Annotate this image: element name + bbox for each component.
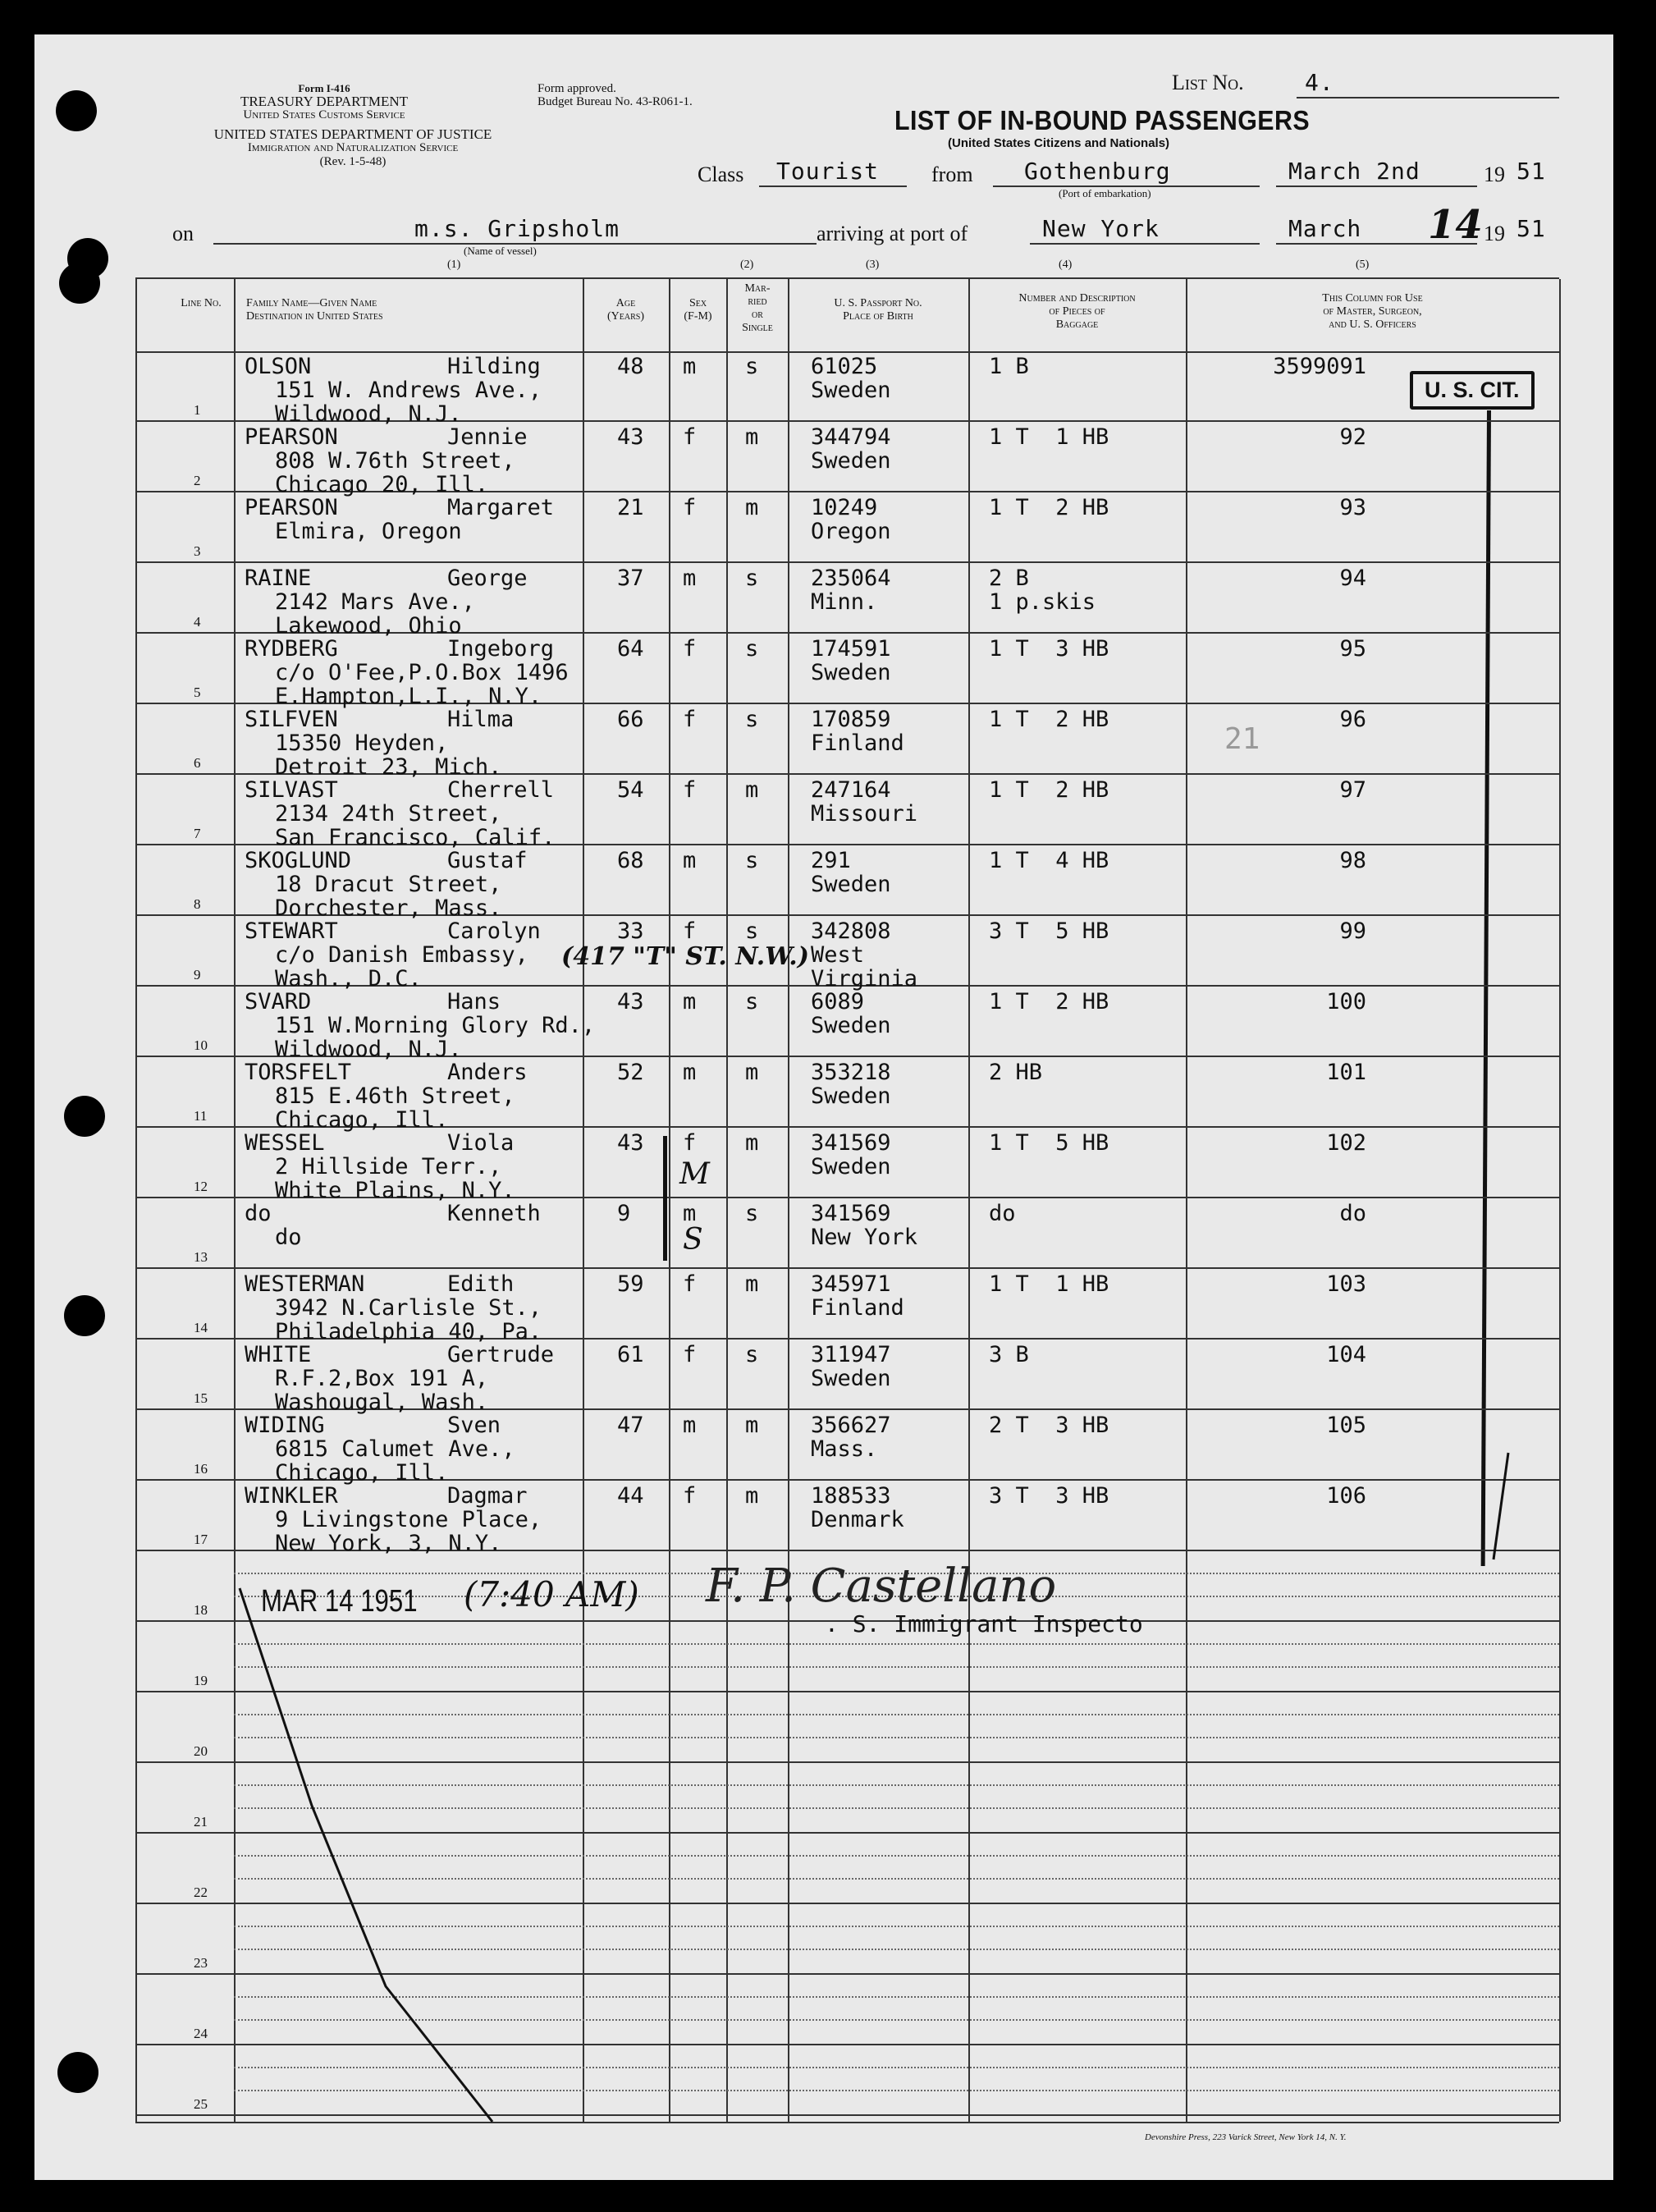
address-line-2: Wildwood, N.J. <box>275 1037 462 1062</box>
place-of-birth: Finland <box>811 1295 904 1321</box>
from-label: from <box>931 163 973 186</box>
treasury-dept: TREASURY DEPARTMENT <box>240 94 409 109</box>
officer-number: 100 <box>1326 989 1366 1014</box>
col-number: (3) <box>866 259 880 271</box>
address-line-1: 18 Dracut Street, <box>275 872 502 897</box>
passport-number: 344794 <box>811 424 891 450</box>
col-header-name: Family Name—Given Name Destination in United States <box>246 297 383 323</box>
baggage-line-1: 2 HB <box>989 1060 1043 1085</box>
passport-number: 356627 <box>811 1413 891 1438</box>
passport-number: 188533 <box>811 1483 891 1509</box>
address-line-1: 6815 Calumet Ave., <box>275 1436 515 1462</box>
address-line-2: Chicago, Ill. <box>275 1107 449 1133</box>
sex: m <box>683 989 697 1014</box>
place-of-birth: New York <box>811 1225 918 1250</box>
age: 43 <box>617 424 644 450</box>
baggage-line-1: 1 T 1 HB <box>989 424 1109 450</box>
passport-number: 170859 <box>811 707 891 732</box>
sex: f <box>683 1342 697 1367</box>
family-name: SILVAST <box>245 777 338 803</box>
place-of-birth: Sweden <box>811 872 891 897</box>
place-of-birth: Missouri <box>811 801 918 827</box>
address-line-1: 151 W.Morning Glory Rd., <box>275 1013 596 1038</box>
marital-status: s <box>745 918 759 944</box>
sex: f <box>683 495 697 520</box>
col-number: (2) <box>740 259 754 271</box>
family-name: WESTERMAN <box>245 1271 365 1297</box>
page-title: LIST OF IN-BOUND PASSENGERS <box>894 105 1311 135</box>
baggage-line-1: 3 T 5 HB <box>989 918 1109 944</box>
line-number: 24 <box>194 2026 208 2041</box>
officer-number: 94 <box>1339 566 1366 591</box>
page-subtitle: (United States Citizens and Nationals) <box>948 136 1170 150</box>
sex: f <box>683 1271 697 1297</box>
address-line-1: 815 E.46th Street, <box>275 1083 515 1109</box>
line-number: 1 <box>194 402 201 418</box>
given-name: Hans <box>447 989 501 1014</box>
family-name: do <box>245 1201 272 1226</box>
line-number: 7 <box>194 826 201 841</box>
line-number: 18 <box>194 1602 208 1618</box>
address-line-1: R.F.2,Box 191 A, <box>275 1366 489 1391</box>
family-name: STEWART <box>245 918 338 944</box>
embark-year: 51 <box>1516 158 1546 185</box>
address-line-1: 15350 Heyden, <box>275 730 449 756</box>
age: 44 <box>617 1483 644 1509</box>
family-name: OLSON <box>245 354 312 379</box>
place-of-birth: Denmark <box>811 1507 904 1532</box>
baggage-line-1: 1 T 2 HB <box>989 989 1109 1014</box>
marital-status: s <box>745 636 759 662</box>
baggage-line-1: 1 T 3 HB <box>989 636 1109 662</box>
marital-status: s <box>745 989 759 1014</box>
class-label: Class <box>698 163 744 186</box>
passport-number: 6089 <box>811 989 865 1014</box>
officer-number: 103 <box>1326 1271 1366 1297</box>
place-of-birth: Mass. <box>811 1436 878 1462</box>
age: 68 <box>617 848 644 873</box>
arrival-day: 14 <box>1428 202 1483 248</box>
line-number: 23 <box>194 1955 208 1971</box>
officer-number: 104 <box>1326 1342 1366 1367</box>
sex: m <box>683 1060 697 1085</box>
col-number: (1) <box>447 259 461 271</box>
age: 66 <box>617 707 644 732</box>
officer-number: 93 <box>1339 495 1366 520</box>
given-name: George <box>447 566 528 591</box>
passport-number: 345971 <box>811 1271 891 1297</box>
marital-status: s <box>745 1342 759 1367</box>
family-name: RAINE <box>245 566 312 591</box>
marital-status: m <box>745 1130 759 1156</box>
sex: f <box>683 918 697 944</box>
sex: m <box>683 1413 697 1438</box>
officer-number: 99 <box>1339 918 1366 944</box>
family-name: RYDBERG <box>245 636 338 662</box>
passport-number: 353218 <box>811 1060 891 1085</box>
line-number: 10 <box>194 1037 208 1053</box>
age: 33 <box>617 918 644 944</box>
passport-number: 341569 <box>811 1130 891 1156</box>
baggage-line-1: 1 T 2 HB <box>989 495 1109 520</box>
marital-status: m <box>745 495 759 520</box>
given-name: Viola <box>447 1130 515 1156</box>
place-of-birth: Sweden <box>811 1366 891 1391</box>
age: 37 <box>617 566 644 591</box>
officer-number: 3599091 <box>1273 354 1366 379</box>
address-line-2: Philadelphia 40, Pa. <box>275 1319 542 1344</box>
passport-number: 174591 <box>811 636 891 662</box>
place-of-birth: Sweden <box>811 1013 891 1038</box>
marital-status: s <box>745 1201 759 1226</box>
officer-number: 96 <box>1339 707 1366 732</box>
sex: m <box>683 848 697 873</box>
list-no-value: 4. <box>1305 69 1334 96</box>
baggage-line-1: 1 B <box>989 354 1029 379</box>
sex: m <box>683 566 697 591</box>
line-number: 17 <box>194 1532 208 1547</box>
baggage-line-1: 1 T 4 HB <box>989 848 1109 873</box>
age: 61 <box>617 1342 644 1367</box>
marital-status: m <box>745 424 759 450</box>
col-number: (5) <box>1356 259 1370 271</box>
line-number: 11 <box>194 1108 208 1124</box>
arrival-year-prefix: 19 <box>1484 222 1505 245</box>
form-approved: Form approved. <box>538 82 616 95</box>
baggage-line-1: 1 T 2 HB <box>989 707 1109 732</box>
sex: f <box>683 1483 697 1509</box>
line-number: 20 <box>194 1743 208 1759</box>
port-embark-caption: (Port of embarkation) <box>1059 187 1151 199</box>
col-header-sex: Sex (F-M) <box>684 297 712 323</box>
line-number: 12 <box>194 1179 208 1194</box>
passport-number: 61025 <box>811 354 878 379</box>
justice-dept: UNITED STATES DEPARTMENT OF JUSTICE <box>213 126 492 142</box>
vessel-name: m.s. Gripsholm <box>414 215 620 242</box>
age: 64 <box>617 636 644 662</box>
address-line-1: 808 W.76th Street, <box>275 448 515 474</box>
passport-number: 311947 <box>811 1342 891 1367</box>
family-name: WHITE <box>245 1342 312 1367</box>
arrival-port: New York <box>1042 215 1160 242</box>
col-number: (4) <box>1059 259 1073 271</box>
line-number: 19 <box>194 1673 208 1688</box>
given-name: Margaret <box>447 495 555 520</box>
col-header-marital: Mar- ried or Single <box>742 282 773 334</box>
given-name: Dagmar <box>447 1483 528 1509</box>
family-name: SILFVEN <box>245 707 338 732</box>
address-line-2: Chicago 20, Ill. <box>275 472 489 497</box>
baggage-line-1: 1 T 2 HB <box>989 777 1109 803</box>
given-name: Gertrude <box>447 1342 555 1367</box>
sex: m <box>683 354 697 379</box>
printer-credit: Devonshire Press, 223 Varick Street, New York 14, N. Y. <box>1145 2132 1347 2142</box>
us-cit-stamp: U. S. CIT. <box>1410 371 1535 410</box>
place-of-birth: West Virginia <box>811 942 918 992</box>
passport-number: 341569 <box>811 1201 891 1226</box>
age: 54 <box>617 777 644 803</box>
place-of-birth: Finland <box>811 730 904 756</box>
inspection-time: (7:40 AM) <box>464 1574 639 1614</box>
line-number: 25 <box>194 2096 208 2112</box>
address-line-1: 2 Hillside Terr., <box>275 1154 502 1179</box>
line-number: 15 <box>194 1390 208 1406</box>
budget-bureau: Budget Bureau No. 43-R061-1. <box>538 95 693 108</box>
age: 48 <box>617 354 644 379</box>
sex: f <box>683 707 697 732</box>
silfven-faint-note: 21 <box>1224 722 1260 756</box>
officer-number: do <box>1339 1201 1366 1226</box>
address-line-1: 2142 Mars Ave., <box>275 589 475 615</box>
address-line-2: San Francisco, Calif. <box>275 825 556 850</box>
address-line-2: Chicago, Ill. <box>275 1460 449 1486</box>
family-name: SKOGLUND <box>245 848 352 873</box>
address-line-2: Wash., D.C. <box>275 966 422 992</box>
line-number: 5 <box>194 685 201 700</box>
class-value: Tourist <box>776 158 880 185</box>
officer-number: 106 <box>1326 1483 1366 1509</box>
line-number: 6 <box>194 755 201 771</box>
on-label: on <box>172 222 194 245</box>
given-name: Sven <box>447 1413 501 1438</box>
family-name: PEARSON <box>245 495 338 520</box>
sex: f <box>683 1130 697 1156</box>
given-name: Kenneth <box>447 1201 541 1226</box>
officer-number: 101 <box>1326 1060 1366 1085</box>
marital-status: m <box>745 1060 759 1085</box>
arriving-label: arriving at port of <box>817 222 968 245</box>
given-name: Anders <box>447 1060 528 1085</box>
marital-status: s <box>745 848 759 873</box>
wessel-mark-m: M <box>679 1157 710 1191</box>
from-value: Gothenburg <box>1024 158 1171 185</box>
arrival-month: March <box>1288 215 1362 242</box>
line-number: 22 <box>194 1885 208 1900</box>
age: 43 <box>617 989 644 1014</box>
age: 9 <box>617 1201 631 1226</box>
address-line-1: c/o Danish Embassy, <box>275 942 528 968</box>
given-name: Ingeborg <box>447 636 555 662</box>
place-of-birth: Sweden <box>811 448 891 474</box>
line-number: 8 <box>194 896 201 912</box>
age: 43 <box>617 1130 644 1156</box>
form-id: Form I-416 <box>298 82 350 94</box>
marital-status: m <box>745 1483 759 1509</box>
list-no-label: List No. <box>1172 71 1244 94</box>
baggage-line-1: 2 T 3 HB <box>989 1413 1109 1438</box>
sex: f <box>683 424 697 450</box>
embark-date: March 2nd <box>1288 158 1420 185</box>
officer-number: 95 <box>1339 636 1366 662</box>
inspection-date-stamp: MAR 14 1951 <box>261 1584 418 1619</box>
marital-status: m <box>745 1413 759 1438</box>
officer-number: 92 <box>1339 424 1366 450</box>
customs-service: United States Customs Service <box>243 108 405 121</box>
passport-number: 235064 <box>811 566 891 591</box>
family-name: SVARD <box>245 989 312 1014</box>
line-number: 2 <box>194 473 201 488</box>
given-name: Carolyn <box>447 918 541 944</box>
marital-status: m <box>745 1271 759 1297</box>
line-number: 16 <box>194 1461 208 1477</box>
age: 47 <box>617 1413 644 1438</box>
col-header-age: Age (Years) <box>607 297 644 323</box>
stewart-handwritten-note: (417 "T" ST. N.W.) <box>561 942 809 971</box>
address-line-2: White Plains, N.Y. <box>275 1178 515 1203</box>
passport-number: 291 <box>811 848 851 873</box>
passport-number: 247164 <box>811 777 891 803</box>
baggage-line-1: 3 B <box>989 1342 1029 1367</box>
family-name: WESSEL <box>245 1130 325 1156</box>
wessel-mark-s: S <box>683 1223 703 1257</box>
ins-service: Immigration and Naturalization Service <box>247 141 459 154</box>
given-name: Jennie <box>447 424 528 450</box>
baggage-line-1: do <box>989 1201 1016 1226</box>
family-name: TORSFELT <box>245 1060 352 1085</box>
col-header-line: Line No. <box>181 297 222 309</box>
given-name: Cherrell <box>447 777 555 803</box>
embark-year-prefix: 19 <box>1484 163 1505 186</box>
line-number: 3 <box>194 543 201 559</box>
family-name: WIDING <box>245 1413 325 1438</box>
place-of-birth: Oregon <box>811 519 891 544</box>
address-line-1: Elmira, Oregon <box>275 519 462 544</box>
officer-number: 105 <box>1326 1413 1366 1438</box>
arrival-year: 51 <box>1516 215 1546 242</box>
line-number: 9 <box>194 967 201 982</box>
marital-status: s <box>745 566 759 591</box>
baggage-line-1: 1 T 5 HB <box>989 1130 1109 1156</box>
given-name: Hilding <box>447 354 541 379</box>
given-name: Edith <box>447 1271 515 1297</box>
age: 52 <box>617 1060 644 1085</box>
place-of-birth: Sweden <box>811 1154 891 1179</box>
col-header-officers: This Column for Use of Master, Surgeon, and U. S. Officers <box>1322 292 1423 331</box>
address-line-2: Washougal, Wash. <box>275 1390 489 1415</box>
address-line-2: New York, 3, N.Y. <box>275 1531 502 1556</box>
passport-number: 10249 <box>811 495 878 520</box>
baggage-line-2: 1 p.skis <box>989 589 1096 615</box>
address-line-1: do <box>275 1225 302 1250</box>
place-of-birth: Sweden <box>811 660 891 685</box>
address-line-2: E.Hampton,L.I., N.Y. <box>275 684 542 709</box>
place-of-birth: Sweden <box>811 378 891 403</box>
age: 59 <box>617 1271 644 1297</box>
marital-status: m <box>745 777 759 803</box>
baggage-line-1: 1 T 1 HB <box>989 1271 1109 1297</box>
family-name: PEARSON <box>245 424 338 450</box>
family-name: WINKLER <box>245 1483 338 1509</box>
marital-status: s <box>745 354 759 379</box>
line-number: 13 <box>194 1249 208 1265</box>
col-header-baggage: Number and Description of Pieces of Baggage <box>1018 292 1136 331</box>
address-line-1: 151 W. Andrews Ave., <box>275 378 542 403</box>
address-line-2: Dorchester, Mass. <box>275 895 502 921</box>
form-revision: (Rev. 1-5-48) <box>319 155 387 168</box>
age: 21 <box>617 495 644 520</box>
line-number: 14 <box>194 1320 208 1335</box>
col-header-passport: U. S. Passport No. Place of Birth <box>834 297 922 323</box>
baggage-line-1: 2 B <box>989 566 1029 591</box>
baggage-line-1: 3 T 3 HB <box>989 1483 1109 1509</box>
marital-status: s <box>745 707 759 732</box>
inspector-signature: F. P. Castellano <box>706 1559 1057 1613</box>
line-number: 4 <box>194 614 201 630</box>
sex: m <box>683 1201 697 1226</box>
given-name: Gustaf <box>447 848 528 873</box>
address-line-1: 2134 24th Street, <box>275 801 502 827</box>
address-line-2: Lakewood, Ohio <box>275 613 462 639</box>
officer-number: 102 <box>1326 1130 1366 1156</box>
officer-number: 98 <box>1339 848 1366 873</box>
sex: f <box>683 636 697 662</box>
sex: f <box>683 777 697 803</box>
address-line-2: Detroit 23, Mich. <box>275 754 502 780</box>
vessel-caption: (Name of vessel) <box>464 245 537 257</box>
officer-number: 97 <box>1339 777 1366 803</box>
place-of-birth: Sweden <box>811 1083 891 1109</box>
address-line-1: c/o O'Fee,P.O.Box 1496 <box>275 660 569 685</box>
address-line-1: 3942 N.Carlisle St., <box>275 1295 542 1321</box>
given-name: Hilma <box>447 707 515 732</box>
address-line-2: Wildwood, N.J. <box>275 401 462 427</box>
line-number: 21 <box>194 1814 208 1830</box>
passport-number: 342808 <box>811 918 891 944</box>
inspector-title: . S. Immigrant Inspecto <box>825 1610 1143 1637</box>
address-line-1: 9 Livingstone Place, <box>275 1507 542 1532</box>
place-of-birth: Minn. <box>811 589 878 615</box>
